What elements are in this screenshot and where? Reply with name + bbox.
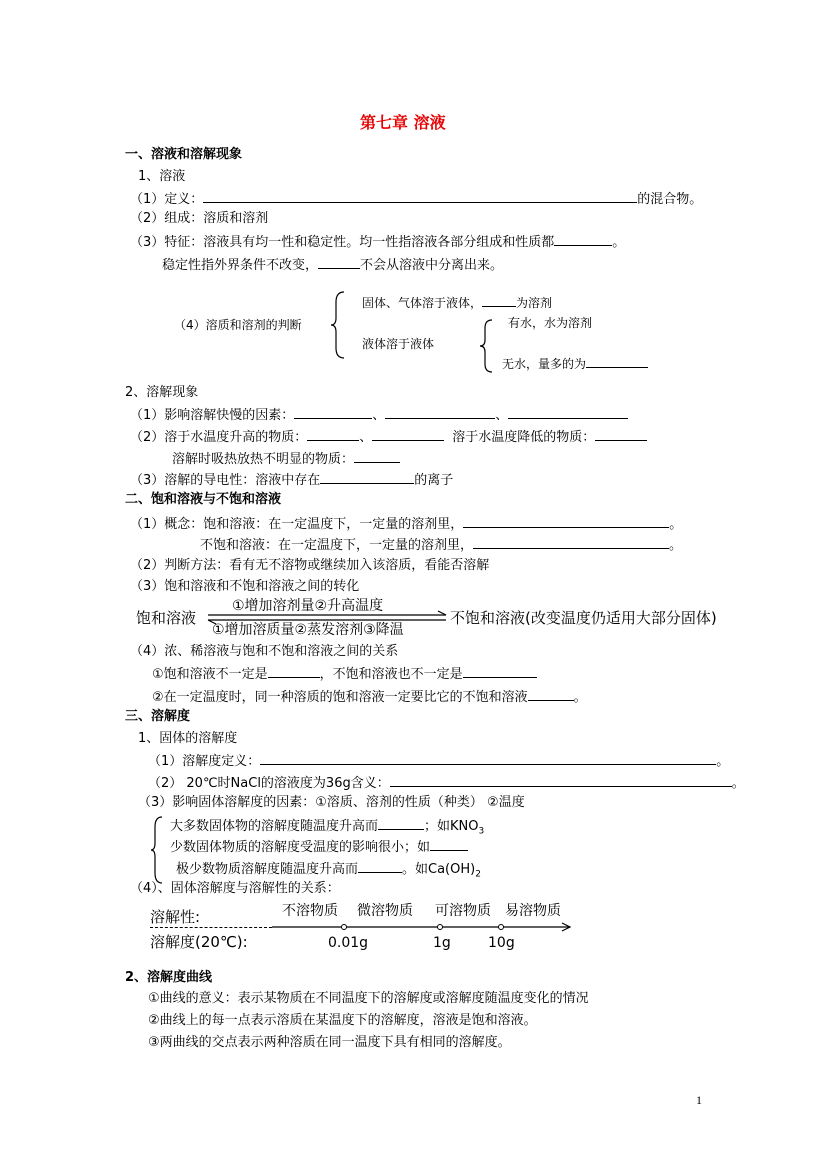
factor-1-example: ；如KNO (424, 819, 479, 834)
solubility-definition-end: 。 (716, 754, 730, 769)
judge-line-4-text: 无水，量多的为 (502, 357, 587, 371)
factor-1-text: 大多数固体物的溶解度随温度升高而 (170, 819, 379, 834)
solubility-value-label: 溶解度(20℃): (150, 933, 248, 951)
relation-1-text-a: ①饱和溶液不一定是 (152, 667, 268, 682)
relation-2-text: ②在一定温度时，同一种溶质的饱和溶液一定要比它的不饱和溶液 (152, 690, 528, 705)
temp-up-blank-1 (307, 428, 359, 441)
temp-up-label: （2）溶于水温度升高的物质： (130, 430, 308, 445)
judge-line-4 (502, 355, 648, 372)
temp-none-line (172, 450, 400, 468)
category-slightly-soluble: 微溶物质 (357, 903, 413, 919)
concept-unsaturated (200, 536, 682, 554)
relation-1-text-b: ，不饱和溶液也不一定是 (319, 667, 463, 682)
solubility-definition-label: （1）溶解度定义： (148, 754, 261, 769)
temp-none-label: 溶解时吸热放热不明显的物质： (172, 452, 355, 467)
factor-line-3 (176, 860, 481, 883)
stability-blank (318, 256, 360, 269)
definition-line (130, 190, 702, 208)
judge-brace-left (330, 290, 350, 360)
feature-end: 。 (612, 235, 626, 250)
factor-1-blank (378, 817, 424, 830)
tick-1g: 1g (433, 935, 451, 951)
definition-label: （1）定义： (130, 192, 204, 207)
judge-method-line: （2）判断方法：看有无不溶物或继续加入该溶质，看能否溶解 (130, 558, 490, 573)
relation-1-blank-2 (463, 665, 537, 678)
concept-unsaturated-text: 不饱和溶液：在一定温度下，一定量的溶剂里， (200, 538, 474, 553)
factor-line-1 (170, 817, 484, 840)
temp-down-label: 溶于水温度降低的物质： (452, 430, 596, 445)
speed-factors-label: （1）影响溶解快慢的因素： (130, 408, 295, 423)
relation-line-1 (152, 665, 537, 683)
page-title: 第七章 溶液 (360, 113, 446, 132)
relation-2-end: 。 (573, 690, 587, 705)
section-1-heading: 一、溶液和溶解现象 (125, 147, 243, 162)
relation-line-2 (152, 688, 587, 706)
conductivity-tail: 的离子 (414, 473, 454, 488)
conductivity-blank (320, 471, 414, 484)
feature-blank (554, 233, 612, 246)
tick-10g: 10g (488, 935, 515, 951)
solubility-factors-line: （3）影响固体溶解度的因素：①溶质、溶剂的性质（种类） ②温度 (138, 795, 525, 810)
sep-1: 、 (372, 408, 386, 423)
concept-unsaturated-end: 。 (669, 538, 683, 553)
judge-label: （4）溶质和溶剂的判断 (174, 318, 302, 332)
speed-blank-1 (294, 406, 372, 419)
solubility-definition-blank (260, 752, 716, 765)
tick-001g: 0.01g (328, 935, 369, 951)
factor-3-example: 。如Ca(OH) (402, 862, 476, 877)
unsaturated-label: 不饱和溶液(改变温度仍适用大部分固体) (450, 609, 717, 627)
conversion-bottom-label: ①增加溶质量②蒸发溶剂③降温 (212, 622, 404, 638)
conductivity-text: （3）溶解的导电性：溶液中存在 (130, 473, 321, 488)
factors-brace (150, 815, 166, 885)
speed-factors-line (130, 406, 628, 424)
concept-saturated-end: 。 (669, 517, 683, 532)
solubility-relation-heading: （4）、固体溶解度与溶解性的关系： (130, 881, 340, 896)
definition-blank (203, 190, 637, 203)
speed-blank-2 (385, 406, 495, 419)
section-3-heading: 三、溶解度 (125, 709, 191, 724)
judge-line-1 (362, 294, 552, 311)
subsection-solubility-curve: 2、溶解度曲线 (125, 970, 213, 985)
factor-2-blank (430, 838, 468, 851)
stability-line (162, 256, 503, 274)
nacl-line (148, 774, 745, 792)
concept-saturated-text: （1）概念：饱和溶液：在一定温度下，一定量的溶剂里， (130, 517, 464, 532)
relation-2-blank (528, 688, 574, 701)
solubility-axis (272, 921, 572, 933)
subsection-solid-solubility: 1、固体的溶解度 (138, 731, 238, 746)
category-very-soluble: 易溶物质 (505, 903, 561, 919)
conversion-heading: （3）饱和溶液和不饱和溶液之间的转化 (130, 579, 360, 594)
factor-1-subscript: 3 (478, 826, 485, 837)
curve-meaning-2: ②曲线上的每一点表示溶质在某温度下的溶解度，溶液是饱和溶液。 (148, 1013, 537, 1028)
solubility-class-underline (150, 927, 272, 928)
factor-line-2 (170, 838, 468, 856)
category-soluble: 可溶物质 (435, 903, 491, 919)
judge-brace-right (478, 318, 498, 374)
definition-tail: 的混合物。 (637, 192, 703, 207)
sep-3: 、 (359, 430, 373, 445)
solubility-class-label: 溶解性: (150, 908, 201, 926)
speed-blank-3 (508, 406, 628, 419)
nacl-text: （2） 20℃时NaCl的溶液度为36g含义： (148, 776, 390, 791)
temp-up-blank-2 (372, 428, 444, 441)
factor-3-subscript: 2 (475, 869, 481, 880)
factor-3-text: 极少数物质溶解度随温度升高而 (176, 862, 359, 877)
factor-3-blank (358, 860, 402, 873)
subsection-dissolution: 2、溶解现象 (125, 385, 199, 400)
stability-text-a: 稳定性指外界条件不改变， (162, 258, 319, 273)
curve-meaning-3: ③两曲线的交点表示两种溶质在同一温度下具有相同的溶解度。 (148, 1035, 511, 1050)
nacl-end: 。 (731, 776, 745, 791)
nacl-blank (390, 774, 732, 787)
sep-2: 、 (495, 408, 509, 423)
judge-line-4-blank (586, 355, 648, 368)
temperature-line (130, 428, 647, 446)
judge-line-1-blank (482, 294, 516, 307)
conductivity-line (130, 471, 453, 489)
feature-text: （3）特征：溶液具有均一性和稳定性。均一性指溶液各部分组成和性质都 (130, 235, 555, 250)
conversion-top-label: ①增加溶剂量②升高温度 (232, 598, 384, 614)
concept-saturated (130, 515, 682, 533)
temp-none-blank (354, 450, 400, 463)
factor-2-text: 少数固体物质的溶解度受温度的影响很小；如 (170, 840, 431, 855)
solubility-definition-line (148, 752, 729, 770)
stability-text-b: 不会从溶液中分离出来。 (360, 258, 504, 273)
judge-line-3: 有水，水为溶剂 (508, 316, 593, 330)
judge-line-1-tail: 为溶剂 (516, 296, 553, 310)
page-number: 1 (696, 1093, 702, 1107)
relation-heading: （4）浓、稀溶液与饱和不饱和溶液之间的关系 (130, 644, 399, 659)
category-insoluble: 不溶物质 (282, 903, 338, 919)
feature-line (130, 233, 625, 251)
composition-line: （2）组成：溶质和溶剂 (130, 211, 269, 226)
section-2-heading: 二、饱和溶液与不饱和溶液 (125, 492, 282, 507)
saturated-label: 饱和溶液 (136, 609, 197, 627)
judge-line-2: 液体溶于液体 (362, 337, 435, 351)
concept-unsaturated-blank (473, 536, 669, 549)
concept-saturated-blank (463, 515, 669, 528)
subsection-solution: 1、溶液 (138, 169, 186, 184)
relation-1-blank-1 (268, 665, 320, 678)
curve-meaning-1: ①曲线的意义：表示某物质在不同温度下的溶解度或溶解度随温度变化的情况 (148, 991, 589, 1006)
judge-line-1-text: 固体、气体溶于液体， (362, 296, 483, 310)
temp-down-blank (595, 428, 647, 441)
